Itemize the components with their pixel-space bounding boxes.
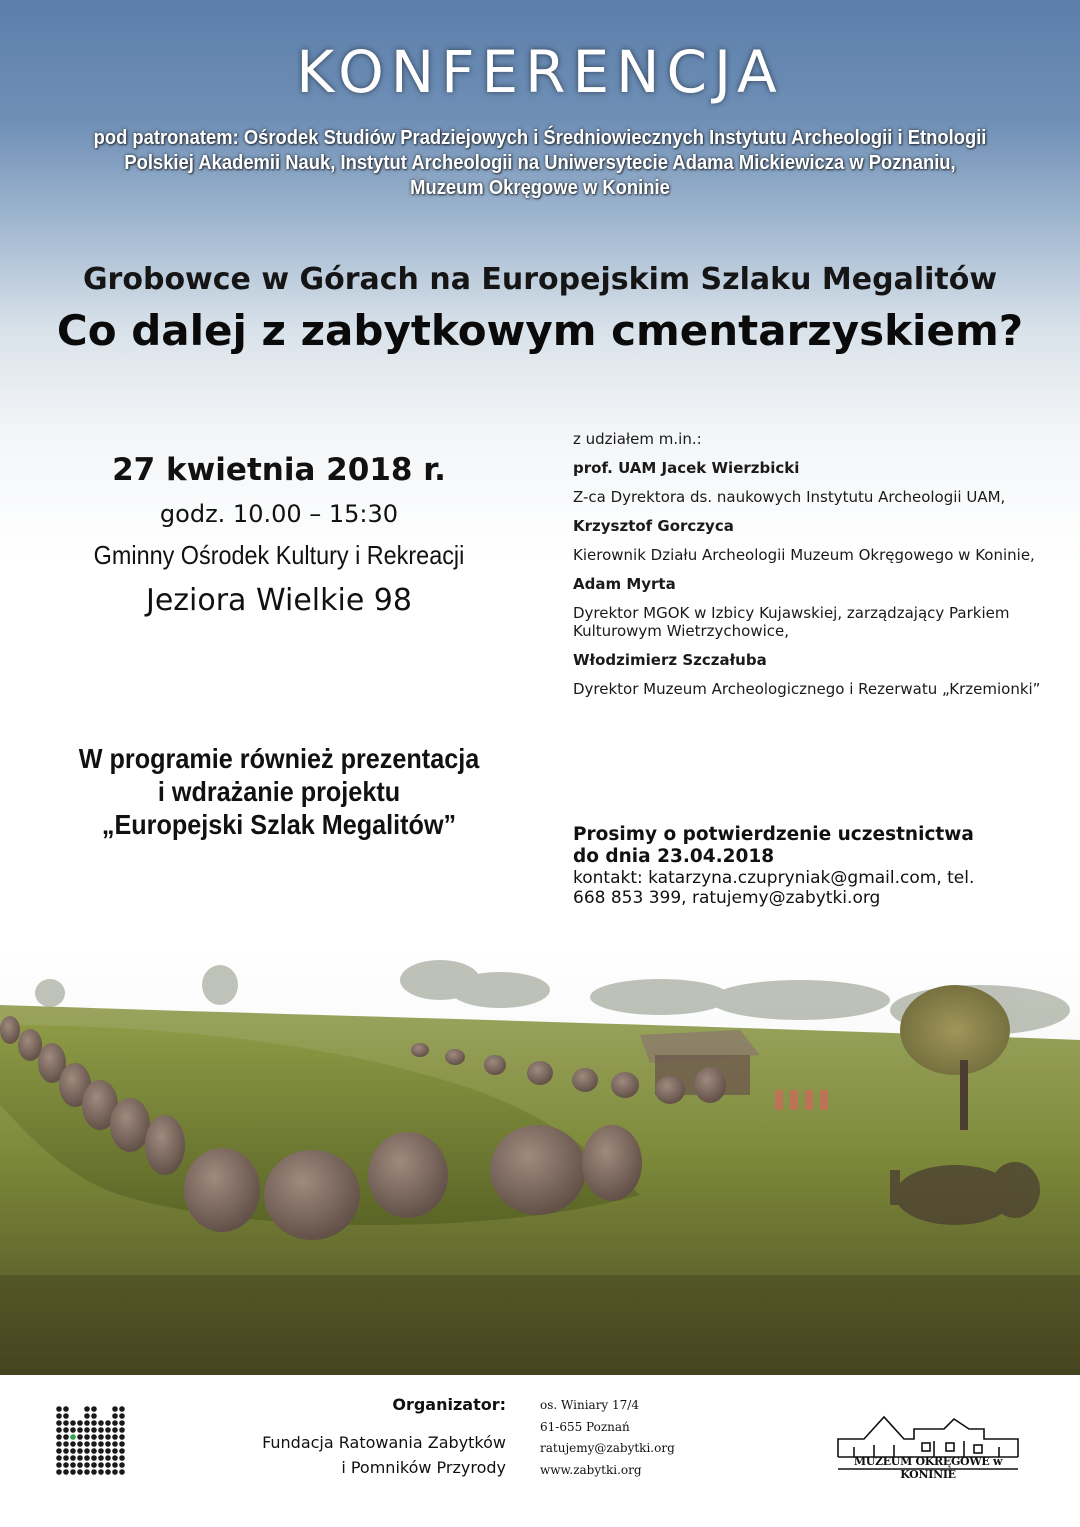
organizer-name-line: Fundacja Ratowania Zabytków <box>262 1433 506 1452</box>
participant-name: Włodzimierz Szczałuba <box>573 651 767 669</box>
foundation-logo <box>55 1405 127 1477</box>
event-date: 27 kwietnia 2018 r. <box>112 452 446 488</box>
museum-logo-text: MUZEUM OKRĘGOWE w KONINIE <box>853 1455 1003 1481</box>
participant-name: Adam Myrta <box>573 575 676 593</box>
footer <box>0 1375 1080 1527</box>
megalith-landscape-image <box>0 945 1080 1375</box>
address-line: 61-655 Poznań <box>540 1419 630 1434</box>
organizer-name <box>200 1430 506 1480</box>
conference-main-question: Co dalej z zabytkowym cmentarzyskiem? <box>56 306 1024 355</box>
conference-subtitle: Grobowce w Górach na Europejskim Szlaku Megalitów <box>82 262 998 297</box>
email-link[interactable]: ratujemy@zabytki.org <box>540 1441 675 1455</box>
conference-title: KONFERENCJA <box>296 38 784 106</box>
participant-name: Krzysztof Gorczyca <box>573 517 734 535</box>
event-address: Jeziora Wielkie 98 <box>145 583 412 618</box>
participant-role: Dyrektor Muzeum Archeologicznego i Rezerwatu „Krzemionki” <box>573 680 1041 698</box>
organizer-label: Organizator: <box>392 1395 506 1414</box>
programme-line: „Europejski Szlak Megalitów” <box>101 809 457 840</box>
programme-note <box>64 742 494 841</box>
participant-name: prof. UAM Jacek Wierzbicki <box>573 459 800 477</box>
rsvp-contact: kontakt: katarzyna.czupryniak@gmail.com, tel. <box>573 868 975 888</box>
programme-line: i wdrażanie projektu <box>157 776 401 807</box>
programme-line: W programie również prezentacja <box>78 743 480 774</box>
address-line: os. Winiary 17/4 <box>540 1398 639 1412</box>
participant-role: Kierownik Działu Archeologii Muzeum Okręgowego w Koninie, <box>573 546 1035 564</box>
event-time: godz. 10.00 – 15:30 <box>159 500 399 528</box>
rsvp-deadline: do dnia 23.04.2018 <box>573 846 775 867</box>
event-venue: Gminny Ośrodek Kultury i Rekreacji <box>93 540 465 570</box>
rsvp-request: Prosimy o potwierdzenie uczestnictwa <box>573 824 974 845</box>
rsvp-block <box>573 824 1043 908</box>
rsvp-contact: 668 853 399, ratujemy@zabytki.org <box>573 888 881 908</box>
participants-list <box>573 430 1043 709</box>
event-details <box>40 452 518 618</box>
website-link[interactable]: www.zabytki.org <box>540 1462 642 1477</box>
participant-role: Dyrektor MGOK w Izbicy Kujawskiej, zarządzający Parkiem Kulturowym Wietrzychowice, <box>573 604 1010 640</box>
participant-role: Z-ca Dyrektora ds. naukowych Instytutu Archeologii UAM, <box>573 488 1006 506</box>
patronage-text: pod patronatem: Ośrodek Studiów Pradziejowych i Średniowiecznych Instytutu Archeologii i Etnologii Polskiej Akademii Nauk, Instytut Archeologii na Uniwersytecie Adama Mickiewicza w Poznaniu, Muzeum Okręgowe w Koninie <box>93 127 987 199</box>
organizer-name-line: i Pomników Przyrody <box>341 1458 506 1477</box>
participants-intro: z udziałem m.in.: <box>573 430 702 448</box>
organizer-contact <box>540 1395 740 1481</box>
